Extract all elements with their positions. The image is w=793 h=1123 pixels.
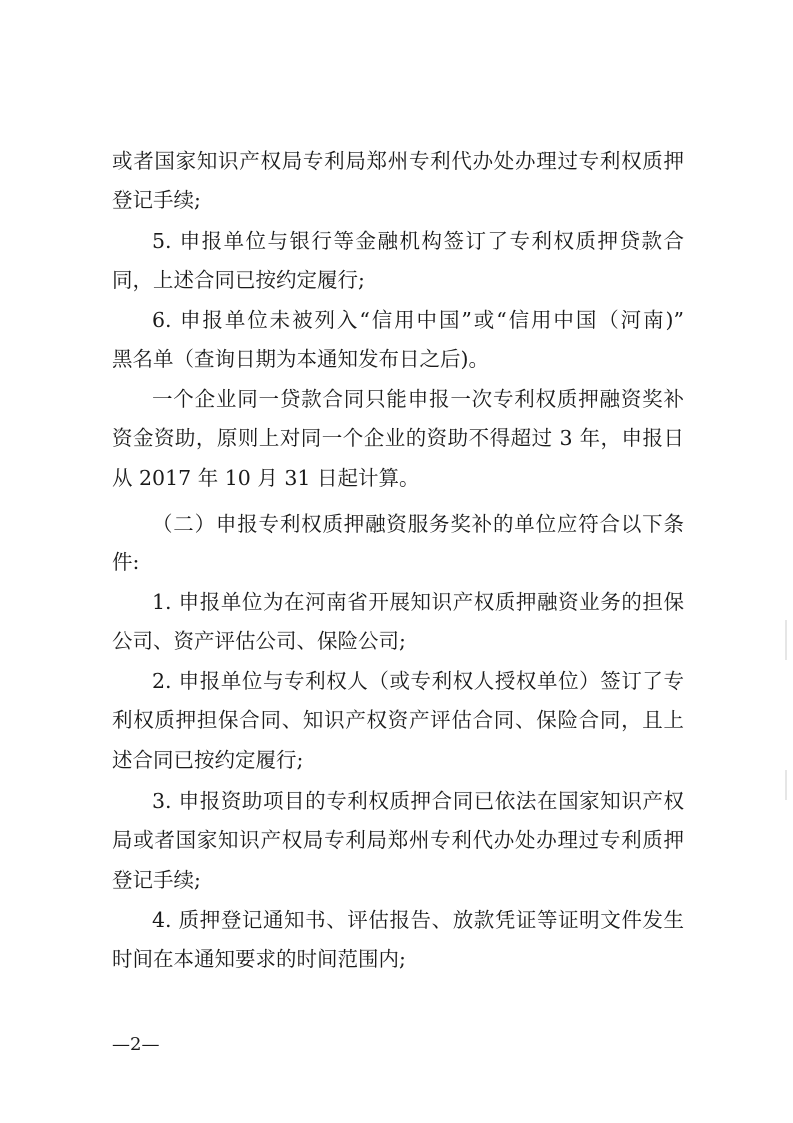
scan-artifact [785,620,787,660]
text-line: 时间在本通知要求的时间范围内; [112,947,406,971]
text-line: 1. 申报单位为在河南省开展知识产权质押融资业务的担保 [152,590,684,614]
text-line: 6. 申报单位未被列入“信用中国”或“信用中国（河南)” [152,308,684,332]
text-line: 2. 申报单位与专利权人（或专利权人授权单位）签订了专 [152,669,684,693]
text-line: 利权质押担保合同、知识产权资产评估合同、保险合同，且上 [112,708,684,732]
text-line: 4. 质押登记通知书、评估报告、放款凭证等证明文件发生 [152,908,684,932]
text-line: 登记手续; [112,868,201,892]
text-line: 件: [112,550,140,574]
text-line: （二）申报专利权质押融资服务奖补的单位应符合以下条 [152,512,684,536]
text-line: 局或者国家知识产权局专利局郑州专利代办处办理过专利质押 [112,828,684,852]
text-line: 黑名单（查询日期为本通知发布日之后)。 [112,347,489,371]
text-line: 一个企业同一贷款合同只能申报一次专利权质押融资奖补 [152,387,684,411]
text-line: 3. 申报资助项目的专利权质押合同已依法在国家知识产权 [152,789,684,813]
text-line: 从 2017 年 10 月 31 日起计算。 [112,466,420,490]
text-line: 公司、资产评估公司、保险公司; [112,629,406,653]
text-line: 5. 申报单位与银行等金融机构签订了专利权质押贷款合 [152,229,684,253]
text-line: 资金资助，原则上对同一个企业的资助不得超过 3 年，申报日 [112,426,684,450]
text-line: 或者国家知识产权局专利局郑州专利代办处办理过专利权质押 [112,149,684,173]
page-number: —2— [112,1034,160,1055]
text-line: 登记手续; [112,188,201,212]
scan-artifact [785,770,787,800]
text-line: 述合同已按约定履行; [112,748,304,772]
text-line: 同，上述合同已按约定履行; [112,268,365,292]
